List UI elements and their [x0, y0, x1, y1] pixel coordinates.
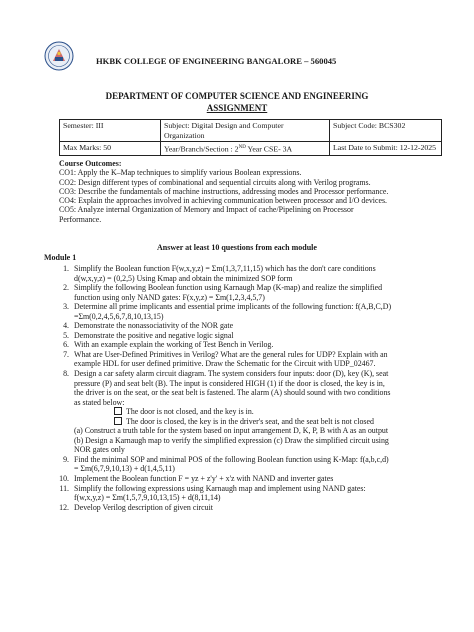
question-line: as stated below:: [74, 397, 125, 407]
question-text: [74, 321, 464, 331]
q8-part: (b) Design a Karnaugh map to verify the simplified expression (c) Draw the simplified circuit using: [74, 435, 389, 445]
question-item: [44, 455, 464, 474]
question-line: the driver is on the seat, or the seat belt is fastened. The alarm (A) should sound with two conditions: [74, 388, 391, 398]
question-line: pressure (P) and seat belt (B). The input is considered HIGH (1) if the door is closed, the key is in,: [74, 378, 385, 388]
question-line: d(w,x,y,z) = (0,2,5) Using Kmap and obtain the minimized SOP form: [74, 273, 293, 283]
question-line: Determine all prime implicants and essential prime implicants of the following function: f(A,B,C,D): [74, 302, 392, 312]
outcome-item: Performance.: [59, 214, 102, 224]
question-number: 11.: [59, 483, 69, 493]
question-number: 4.: [63, 321, 69, 331]
module-heading: Module 1: [44, 253, 77, 262]
question-text: [74, 331, 464, 341]
question-item: [44, 340, 464, 350]
outcome-item: CO3: Describe the fundamentals of machine instructions, addressing modes and Processor performance.: [59, 186, 389, 196]
question-line: What are User-Defined Primitives in Verilog? What are the general rules for UDP? Explain with an: [74, 349, 388, 359]
question-line: Demonstrate the positive and negative logic signal: [74, 330, 234, 340]
semester-cell: Semester: III: [60, 120, 161, 142]
subject-cell: Subject: Digital Design and Computer Organization: [161, 120, 330, 142]
question-item: [44, 350, 464, 369]
question-line: Demonstrate the nonassociativity of the NOR gate: [74, 321, 234, 331]
question-item: [44, 474, 464, 484]
question-item: [44, 321, 464, 331]
question-line: With an example explain the working of Test Bench in Verilog.: [74, 340, 274, 350]
outcome-item: CO2: Design different types of combinational and sequential circuits along with Verilog programs.: [59, 177, 371, 187]
question-line: =Σm(0,2,4,5,6,7,8,10,13,15): [74, 311, 164, 321]
course-outcomes: [59, 159, 459, 224]
question-line: Find the minimal SOP and minimal POS of the following Boolean function using K-Map: f(a,b,c,d): [74, 454, 389, 464]
question-line: Simplify the following Boolean function using Karnaugh Map (K-map) and realize the simplified: [74, 283, 383, 293]
question-line: Implement the Boolean function F = yz + z'y' + x'z with NAND and inverter gates: [74, 474, 334, 484]
college-name: HKBK COLLEGE OF ENGINEERING BANGALORE – 560045: [96, 56, 337, 66]
last-date-cell: Last Date to Submit: 12-12-2025: [330, 142, 442, 156]
q8-part: NOR gates only: [74, 445, 125, 455]
question-number: 10.: [59, 474, 69, 484]
question-line: f(w,x,y,z) = Σm(1,5,7,9,10,13,15) + d(8,11,14): [74, 493, 221, 503]
outcome-item: CO5: Analyze internal Organization of Memory and Impact of cache/Pipelining on Processor: [59, 205, 354, 215]
question-number: 5.: [63, 330, 69, 340]
question-item: [44, 484, 464, 503]
year-branch-section-cell: Year/Branch/Section : 2ND Year CSE- 3A: [161, 142, 330, 156]
question-text: [74, 264, 464, 283]
question-number: 9.: [63, 454, 69, 464]
question-text: [74, 503, 464, 513]
question-list: [44, 264, 464, 512]
question-text: [74, 340, 464, 350]
question-number: 7.: [63, 349, 69, 359]
q8-condition: The door is not closed, and the key is in.: [44, 407, 464, 417]
subject-code-cell: Subject Code: BCS302: [330, 120, 442, 142]
course-info-table: [59, 119, 442, 156]
question-text: [74, 474, 464, 484]
question-text: [74, 302, 464, 321]
question-line: Simplify the following expressions using Karnaugh map and implement using NAND gates:: [74, 483, 366, 493]
question-text: [74, 283, 464, 302]
question-line: Design a car safety alarm circuit diagram. The system considers four inputs: door (D), key (K), seat: [74, 369, 389, 379]
checkbox-icon: [114, 417, 122, 425]
q8-condition: The door is closed, the key is in the driver's seat, and the seat belt is not closed: [44, 417, 464, 427]
question-number: 6.: [63, 340, 69, 350]
question-number: 2.: [63, 283, 69, 293]
question-number: 12.: [59, 502, 69, 512]
course-outcomes-heading: Course Outcomes:: [59, 159, 122, 168]
question-line: Simplify the Boolean function F(w,x,y,z) = Σm(1,3,7,11,15) which has the don't care conditions: [74, 264, 376, 273]
instruction-text: Answer at least 10 questions from each module: [157, 243, 317, 252]
question-number: 8.: [63, 369, 69, 379]
checkbox-icon: [114, 407, 122, 415]
q8-part: (a) Construct a truth table for the system based on input arrangement D, K, P, B with A as an output: [74, 426, 389, 436]
question-line: example HDL for user defined primitive. Draw the Schematic for the Circuit with UDP_02467.: [74, 359, 376, 369]
question-item: [44, 302, 464, 321]
question-text: [74, 369, 464, 407]
department-title: DEPARTMENT OF COMPUTER SCIENCE AND ENGINEERING: [105, 91, 369, 101]
outcome-item: CO4: Explain the approaches involved in achieving communication between processor and I/O devices.: [59, 196, 388, 206]
college-seal-icon: [44, 41, 74, 71]
question-line: Develop Verilog description of given circuit: [74, 502, 213, 512]
question-item: [44, 264, 464, 283]
question-line: = Σm(6,7,9,10,13) + d(1,4,5,11): [74, 464, 175, 474]
question-number: 1.: [63, 264, 69, 273]
question-item: [44, 503, 464, 513]
question-item: [44, 331, 464, 341]
question-item: [44, 283, 464, 302]
question-text: [74, 484, 464, 503]
question-text: [74, 455, 464, 474]
question-line: function using only NAND gates: F(x,y,z) = Σm(1,2,3,4,5,7): [74, 292, 265, 302]
question-text: [74, 350, 464, 369]
question-item: [44, 369, 464, 407]
max-marks-cell: Max Marks: 50: [60, 142, 161, 156]
outcome-item: CO1: Apply the K–Map techniques to simplify various Boolean expressions.: [59, 168, 302, 178]
question-number: 3.: [63, 302, 69, 312]
assignment-title: ASSIGNMENT: [206, 103, 268, 113]
